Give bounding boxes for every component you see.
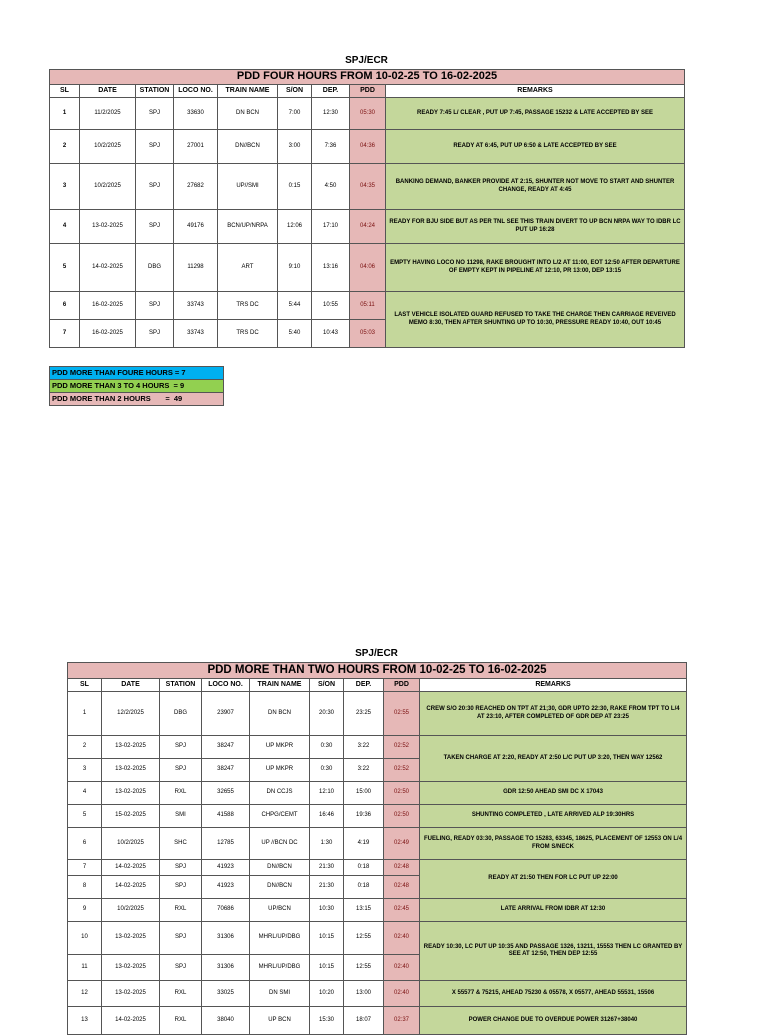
cell-loco: 41923	[202, 860, 250, 876]
cell-remarks: EMPTY HAVING LOCO NO 11298, RAKE BROUGHT INTO L/2 AT 11:00, EOT 12:50 AFTER DEPARTURE OF EMPTY KEPT IN PIPELINE AT 12:10, PR 13:00, DEP 13:15	[386, 244, 685, 292]
cell-remarks: READY 10:30, LC PUT UP 10:35 AND PASSAGE 1326, 13211, 15553 THEN LC GRANTED BY SEE AT 12:50, THEN DEP 12:55	[420, 922, 687, 981]
cell-station: SPJ	[160, 736, 202, 759]
cell-pdd: 04:36	[350, 130, 386, 164]
cell-station: RXL	[160, 782, 202, 805]
cell-train: CHPG/CEMT	[250, 805, 310, 828]
col-header-station: STATION	[160, 679, 202, 692]
pdd-legend	[49, 366, 224, 406]
cell-son: 20:30	[310, 692, 344, 736]
cell-sl: 6	[68, 828, 102, 860]
cell-train: DN BCN	[218, 98, 278, 130]
table-row	[68, 1007, 687, 1035]
cell-pdd: 02:40	[384, 922, 420, 955]
cell-dep: 10:43	[312, 320, 350, 348]
cell-dep: 7:36	[312, 130, 350, 164]
cell-sl: 2	[50, 130, 80, 164]
cell-pdd: 02:50	[384, 805, 420, 828]
cell-son: 5:44	[278, 292, 312, 320]
pdd-four-hours-table	[49, 69, 685, 348]
col-header-pdd: PDD	[350, 85, 386, 98]
cell-loco: 38247	[202, 736, 250, 759]
cell-sl: 6	[50, 292, 80, 320]
cell-train: UP/BCN	[250, 899, 310, 922]
table-row	[68, 736, 687, 759]
cell-son: 16:46	[310, 805, 344, 828]
cell-train: ART	[218, 244, 278, 292]
legend-two-hours: PDD MORE THAN 2 HOURS = 49	[49, 393, 224, 406]
cell-pdd: 04:06	[350, 244, 386, 292]
cell-dep: 19:36	[344, 805, 384, 828]
cell-date: 16-02-2025	[80, 320, 136, 348]
cell-station: RXL	[160, 899, 202, 922]
table-row	[68, 899, 687, 922]
cell-loco: 32655	[202, 782, 250, 805]
cell-son: 0:30	[310, 736, 344, 759]
cell-station: SPJ	[160, 860, 202, 876]
cell-son: 21:30	[310, 860, 344, 876]
table-row	[50, 210, 685, 244]
cell-dep: 18:07	[344, 1007, 384, 1035]
cell-dep: 4:50	[312, 164, 350, 210]
cell-loco: 38247	[202, 759, 250, 782]
col-header-station: STATION	[136, 85, 174, 98]
cell-date: 12/2/2025	[102, 692, 160, 736]
cell-son: 10:15	[310, 955, 344, 981]
cell-sl: 3	[68, 759, 102, 782]
cell-train: UP //BCN DC	[250, 828, 310, 860]
cell-train: TRS DC	[218, 292, 278, 320]
table-row	[50, 164, 685, 210]
cell-station: SPJ	[136, 320, 174, 348]
table-row	[50, 98, 685, 130]
cell-station: SPJ	[136, 98, 174, 130]
cell-pdd: 04:35	[350, 164, 386, 210]
cell-loco: 33743	[174, 292, 218, 320]
table-row	[68, 860, 687, 876]
cell-sl: 2	[68, 736, 102, 759]
cell-pdd: 02:37	[384, 1007, 420, 1035]
cell-date: 13-02-2025	[80, 210, 136, 244]
table1-title: SPJ/ECR	[345, 55, 388, 66]
cell-loco: 38040	[202, 1007, 250, 1035]
cell-date: 14-02-2025	[102, 1007, 160, 1035]
cell-sl: 7	[68, 860, 102, 876]
cell-sl: 11	[68, 955, 102, 981]
cell-train: MHRL/UP/DBG	[250, 922, 310, 955]
cell-sl: 4	[68, 782, 102, 805]
cell-station: SPJ	[136, 164, 174, 210]
cell-sl: 5	[50, 244, 80, 292]
cell-sl: 1	[68, 692, 102, 736]
cell-station: SPJ	[160, 955, 202, 981]
cell-remarks: X 55577 & 75215, AHEAD 75230 & 05578, X 05577, AHEAD 55531, 15506	[420, 981, 687, 1007]
cell-loco: 23907	[202, 692, 250, 736]
cell-station: SPJ	[136, 130, 174, 164]
cell-dep: 10:55	[312, 292, 350, 320]
table-row	[50, 130, 685, 164]
cell-son: 1:30	[310, 828, 344, 860]
cell-pdd: 02:55	[384, 692, 420, 736]
table-row	[68, 782, 687, 805]
cell-station: DBG	[160, 692, 202, 736]
cell-date: 14-02-2025	[102, 860, 160, 876]
table-row	[50, 292, 685, 320]
cell-train: BCN/UP/NRPA	[218, 210, 278, 244]
cell-pdd: 02:52	[384, 759, 420, 782]
col-header-date: DATE	[80, 85, 136, 98]
table2-title: SPJ/ECR	[355, 648, 398, 659]
cell-dep: 13:00	[344, 981, 384, 1007]
cell-son: 10:20	[310, 981, 344, 1007]
cell-date: 13-02-2025	[102, 782, 160, 805]
table-row	[68, 981, 687, 1007]
cell-date: 10/2/2025	[80, 164, 136, 210]
cell-sl: 9	[68, 899, 102, 922]
cell-loco: 31306	[202, 922, 250, 955]
cell-pdd: 05:11	[350, 292, 386, 320]
cell-loco: 41923	[202, 876, 250, 899]
cell-sl: 12	[68, 981, 102, 1007]
cell-date: 13-02-2025	[102, 922, 160, 955]
cell-remarks: CREW S/O 20:30 REACHED ON TPT AT 21;30, GDR UPTO 22:30, RAKE FROM TPT TO L/4 AT 23:10, AFTER COMPLETED OF GDR DEP AT 23:25	[420, 692, 687, 736]
col-header-dep: DEP.	[312, 85, 350, 98]
cell-pdd: 02:49	[384, 828, 420, 860]
cell-station: SMI	[160, 805, 202, 828]
table-row	[68, 692, 687, 736]
col-header-sl: SL	[68, 679, 102, 692]
cell-pdd: 02:52	[384, 736, 420, 759]
cell-sl: 13	[68, 1007, 102, 1035]
cell-remarks: LAST VEHICLE ISOLATED GUARD REFUSED TO TAKE THE CHARGE THEN CARRIAGE REVEIVED MEMO 8:30, THEN AFTER SHUNTING UP TO 10:30, PRESSURE READY 10:40, OUT 10:45	[386, 292, 685, 348]
pdd-two-hours-table	[67, 662, 687, 1035]
cell-son: 7:00	[278, 98, 312, 130]
cell-remarks: TAKEN CHARGE AT 2:20, READY AT 2:50 L/C PUT UP 3:20, THEN WAY 12562	[420, 736, 687, 782]
cell-sl: 7	[50, 320, 80, 348]
cell-dep: 3:22	[344, 736, 384, 759]
cell-dep: 4:19	[344, 828, 384, 860]
col-header-son: S/ON	[310, 679, 344, 692]
cell-date: 15-02-2025	[102, 805, 160, 828]
cell-son: 15:30	[310, 1007, 344, 1035]
cell-son: 21:30	[310, 876, 344, 899]
cell-date: 13-02-2025	[102, 759, 160, 782]
cell-sl: 10	[68, 922, 102, 955]
cell-station: SPJ	[160, 759, 202, 782]
cell-train: MHRL/UP/DBG	[250, 955, 310, 981]
cell-son: 9:10	[278, 244, 312, 292]
cell-train: TRS DC	[218, 320, 278, 348]
cell-dep: 0:18	[344, 860, 384, 876]
cell-dep: 13:16	[312, 244, 350, 292]
col-header-sl: SL	[50, 85, 80, 98]
cell-date: 13-02-2025	[102, 981, 160, 1007]
cell-train: DN//BCN	[250, 876, 310, 899]
col-header-son: S/ON	[278, 85, 312, 98]
cell-train: UP MKPR	[250, 759, 310, 782]
cell-loco: 33743	[174, 320, 218, 348]
table-row	[68, 922, 687, 955]
cell-station: RXL	[160, 981, 202, 1007]
cell-loco: 27682	[174, 164, 218, 210]
cell-station: RXL	[160, 1007, 202, 1035]
cell-station: DBG	[136, 244, 174, 292]
cell-remarks: SHUNTING COMPLETED , LATE ARRIVED ALP 19:30HRS	[420, 805, 687, 828]
col-header-loco: LOCO NO.	[174, 85, 218, 98]
cell-dep: 23:25	[344, 692, 384, 736]
cell-remarks: READY AT 21:50 THEN FOR LC PUT UP 22:00	[420, 860, 687, 899]
cell-date: 16-02-2025	[80, 292, 136, 320]
cell-son: 3:00	[278, 130, 312, 164]
cell-pdd: 02:40	[384, 955, 420, 981]
table-row	[50, 244, 685, 292]
legend-four-hours: PDD MORE THAN FOURE HOURS = 7	[49, 366, 224, 380]
cell-train: UP MKPR	[250, 736, 310, 759]
cell-dep: 15:00	[344, 782, 384, 805]
cell-son: 5:40	[278, 320, 312, 348]
cell-date: 11/2/2025	[80, 98, 136, 130]
cell-dep: 0:18	[344, 876, 384, 899]
cell-pdd: 05:03	[350, 320, 386, 348]
table-row	[68, 828, 687, 860]
cell-remarks: POWER CHANGE DUE TO OVERDUE POWER 31267+38040	[420, 1007, 687, 1035]
cell-son: 10:30	[310, 899, 344, 922]
col-header-loco: LOCO NO.	[202, 679, 250, 692]
cell-loco: 41588	[202, 805, 250, 828]
table1-caption: PDD FOUR HOURS FROM 10-02-25 TO 16-02-2025	[50, 70, 685, 85]
cell-loco: 31306	[202, 955, 250, 981]
cell-pdd: 02:45	[384, 899, 420, 922]
table-row	[68, 805, 687, 828]
cell-pdd: 04:24	[350, 210, 386, 244]
cell-pdd: 02:48	[384, 876, 420, 899]
cell-sl: 3	[50, 164, 80, 210]
cell-son: 0:30	[310, 759, 344, 782]
cell-remarks: GDR 12:50 AHEAD SMI DC X 17043	[420, 782, 687, 805]
cell-pdd: 02:48	[384, 860, 420, 876]
cell-station: SPJ	[160, 876, 202, 899]
cell-sl: 8	[68, 876, 102, 899]
cell-date: 10/2/2025	[80, 130, 136, 164]
cell-date: 13-02-2025	[102, 736, 160, 759]
cell-dep: 3:22	[344, 759, 384, 782]
cell-pdd: 02:50	[384, 782, 420, 805]
cell-loco: 33025	[202, 981, 250, 1007]
col-header-dep: DEP.	[344, 679, 384, 692]
col-header-remarks: REMARKS	[420, 679, 687, 692]
cell-train: DN SMI	[250, 981, 310, 1007]
legend-three-to-four-hours: PDD MORE THAN 3 TO 4 HOURS = 9	[49, 380, 224, 393]
cell-dep: 13:15	[344, 899, 384, 922]
cell-remarks: BANKING DEMAND, BANKER PROVIDE AT 2:15, SHUNTER NOT MOVE TO START AND SHUNTER CHANGE, READY AT 4:45	[386, 164, 685, 210]
cell-remarks: LATE ARRIVAL FROM IDBR AT 12:30	[420, 899, 687, 922]
cell-date: 10/2/2025	[102, 828, 160, 860]
cell-pdd: 02:40	[384, 981, 420, 1007]
col-header-train: TRAIN NAME	[250, 679, 310, 692]
cell-remarks: READY FOR BJU SIDE BUT AS PER TNL SEE THIS TRAIN DIVERT TO UP BCN NRPA WAY TO IDBR LC PUT UP 16:28	[386, 210, 685, 244]
cell-station: SHC	[160, 828, 202, 860]
cell-station: SPJ	[160, 922, 202, 955]
cell-son: 12:10	[310, 782, 344, 805]
col-header-pdd: PDD	[384, 679, 420, 692]
cell-loco: 12785	[202, 828, 250, 860]
cell-station: SPJ	[136, 210, 174, 244]
cell-remarks: FUELING, READY 03:30, PASSAGE TO 15283, 63345, 18625, PLACEMENT OF 12553 ON L/4 FROM S/NECK	[420, 828, 687, 860]
cell-train: UP//SMI	[218, 164, 278, 210]
cell-train: DN//BCN	[250, 860, 310, 876]
cell-train: DN CCJS	[250, 782, 310, 805]
cell-date: 14-02-2025	[80, 244, 136, 292]
col-header-train: TRAIN NAME	[218, 85, 278, 98]
cell-son: 12:06	[278, 210, 312, 244]
cell-son: 0:15	[278, 164, 312, 210]
col-header-remarks: REMARKS	[386, 85, 685, 98]
table2-caption: PDD MORE THAN TWO HOURS FROM 10-02-25 TO 16-02-2025	[68, 663, 687, 679]
cell-dep: 12:30	[312, 98, 350, 130]
cell-station: SPJ	[136, 292, 174, 320]
cell-dep: 12:55	[344, 955, 384, 981]
cell-loco: 11298	[174, 244, 218, 292]
cell-remarks: READY 7:45 L/ CLEAR , PUT UP 7:45, PASSAGE 15232 & LATE ACCEPTED BY SEE	[386, 98, 685, 130]
cell-dep: 12:55	[344, 922, 384, 955]
cell-son: 10:15	[310, 922, 344, 955]
cell-loco: 33630	[174, 98, 218, 130]
cell-sl: 5	[68, 805, 102, 828]
cell-loco: 27001	[174, 130, 218, 164]
cell-train: UP BCN	[250, 1007, 310, 1035]
cell-date: 14-02-2025	[102, 876, 160, 899]
col-header-date: DATE	[102, 679, 160, 692]
cell-dep: 17:10	[312, 210, 350, 244]
cell-loco: 49176	[174, 210, 218, 244]
cell-train: DN//BCN	[218, 130, 278, 164]
cell-sl: 4	[50, 210, 80, 244]
cell-date: 13-02-2025	[102, 955, 160, 981]
cell-remarks: READY AT 6:45, PUT UP 6:50 & LATE ACCEPTED BY SEE	[386, 130, 685, 164]
cell-date: 10/2/2025	[102, 899, 160, 922]
cell-train: DN BCN	[250, 692, 310, 736]
cell-loco: 70686	[202, 899, 250, 922]
cell-pdd: 05:30	[350, 98, 386, 130]
cell-sl: 1	[50, 98, 80, 130]
